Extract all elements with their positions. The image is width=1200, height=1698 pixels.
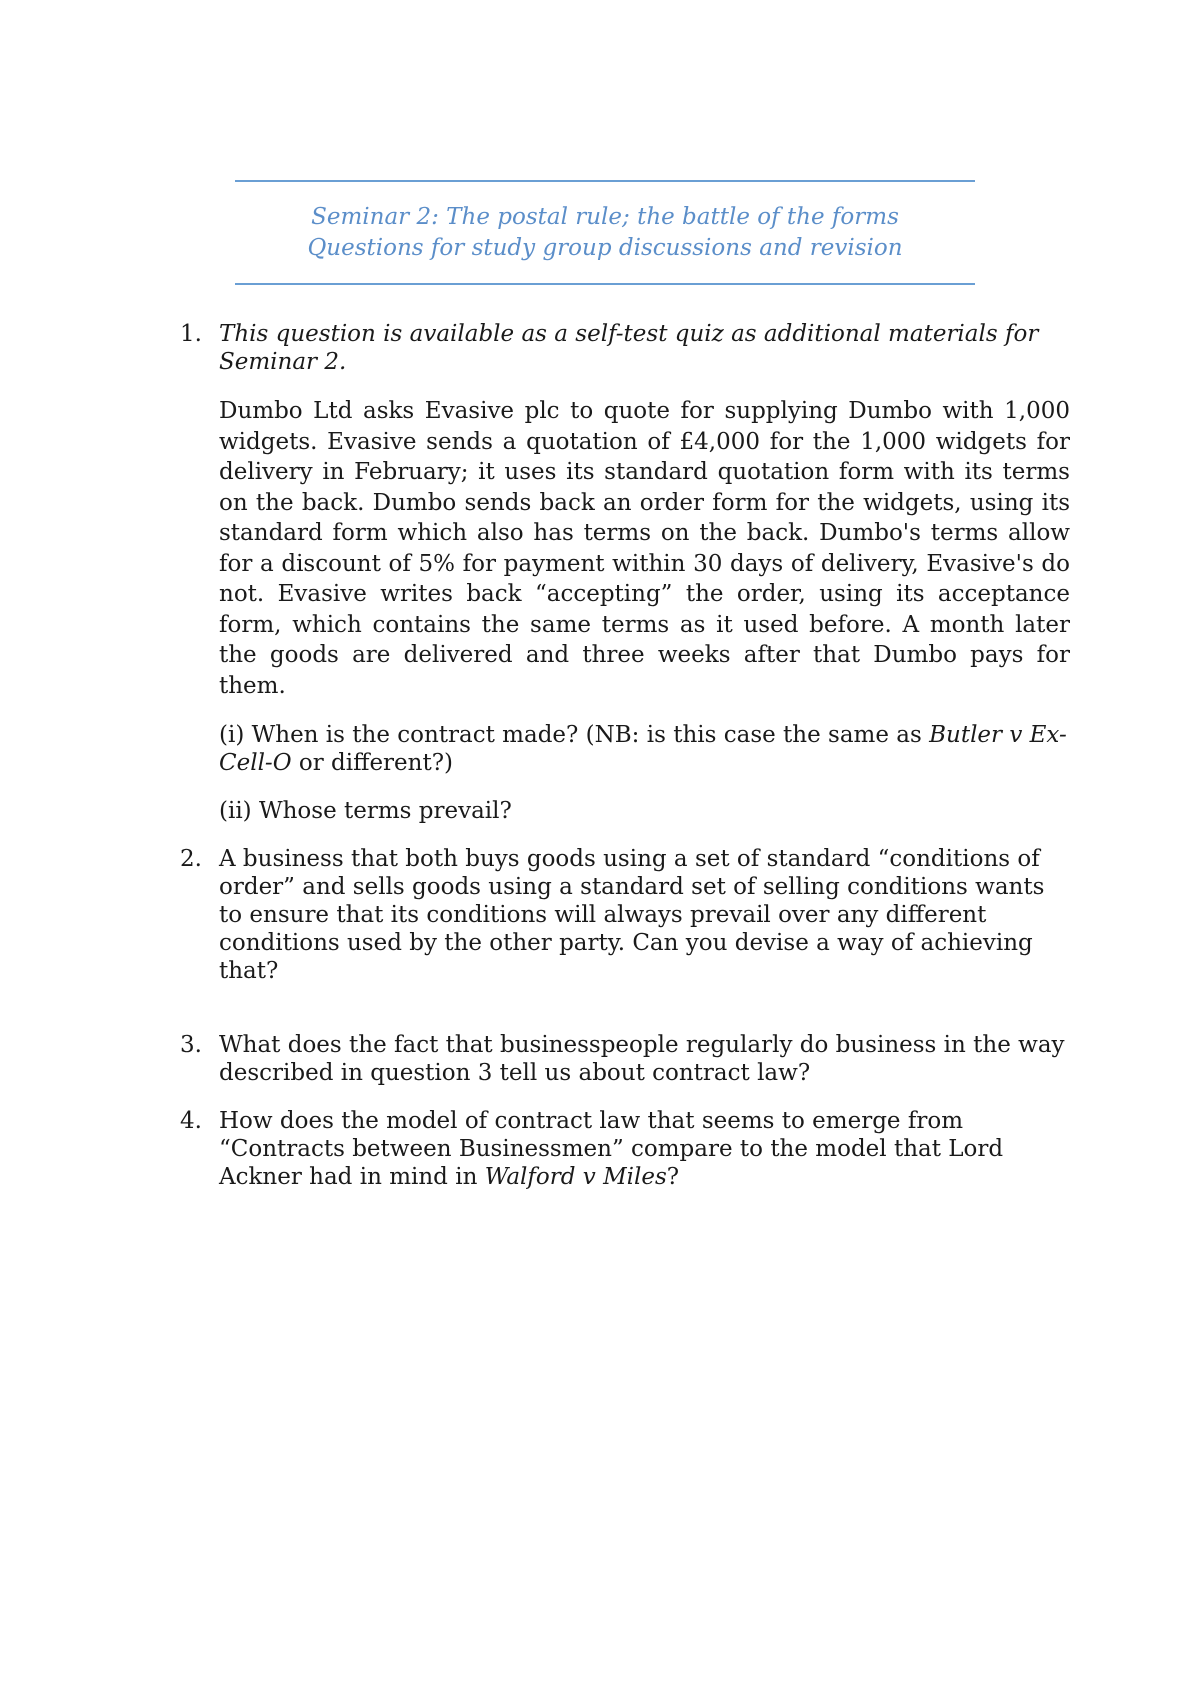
header-bottom-rule <box>235 283 975 285</box>
question-1-sub-i <box>219 721 1070 777</box>
question-4 <box>170 1107 1070 1191</box>
question-1-scenario: Dumbo Ltd asks Evasive plc to quote for supplying Dumbo with 1,000 widgets. Evasive sends a quotation of £4,000 for the 1,000 widgets for delivery in February; it uses its standard quotation form with its terms on the back. Dumbo sends back an order form for the widgets, using its standard form which also has terms on the back. Dumbo's terms allow for a discount of 5% for payment within 30 days of delivery, Evasive's do not. Evasive writes back “accepting” the order, using its acceptance form, which contains the same terms as it used before. A month later the goods are delivered and three weeks after that Dumbo pays for them. <box>219 398 1070 699</box>
case-name: Walford v Miles <box>484 1164 667 1190</box>
page-subtitle: Questions for study group discussions and revision <box>307 235 903 261</box>
header-block <box>235 180 975 285</box>
sub-i-prefix: (i) When is the contract made? (NB: is this case the same as <box>219 722 930 748</box>
question-3-text: What does the fact that businesspeople regularly do business in the way described in question 3 tell us about contract law? <box>219 1032 1065 1086</box>
question-number: 1. <box>180 321 202 347</box>
question-4-prefix: How does the model of contract law that seems to emerge from “Contracts between Businessmen” compare to the model that Lord Ackner had in mind in <box>219 1108 1004 1190</box>
question-1 <box>170 320 1070 825</box>
question-2 <box>170 845 1070 985</box>
question-number: 4. <box>180 1108 202 1134</box>
question-list <box>170 320 1070 1191</box>
case-name: Butler v Ex-Cell-O <box>219 722 1067 776</box>
question-3 <box>170 1031 1070 1087</box>
question-2-text: A business that both buys goods using a set of standard “conditions of order” and sells goods using a standard set of selling conditions wants to ensure that its conditions will always prevail over any different conditions used by the other party. Can you devise a way of achieving that? <box>219 846 1045 984</box>
question-number: 3. <box>180 1032 202 1058</box>
question-1-intro: This question is available as a self-test quiz as additional materials for Seminar 2. <box>219 321 1039 375</box>
question-4-text <box>219 1107 1070 1191</box>
page-title: Seminar 2: The postal rule; the battle of the forms <box>311 204 899 230</box>
sub-i-suffix: or different?) <box>291 750 454 776</box>
question-number: 2. <box>180 846 202 872</box>
header-text <box>235 182 975 283</box>
question-4-suffix: ? <box>666 1164 680 1190</box>
question-1-sub-ii: (ii) Whose terms prevail? <box>219 798 512 824</box>
